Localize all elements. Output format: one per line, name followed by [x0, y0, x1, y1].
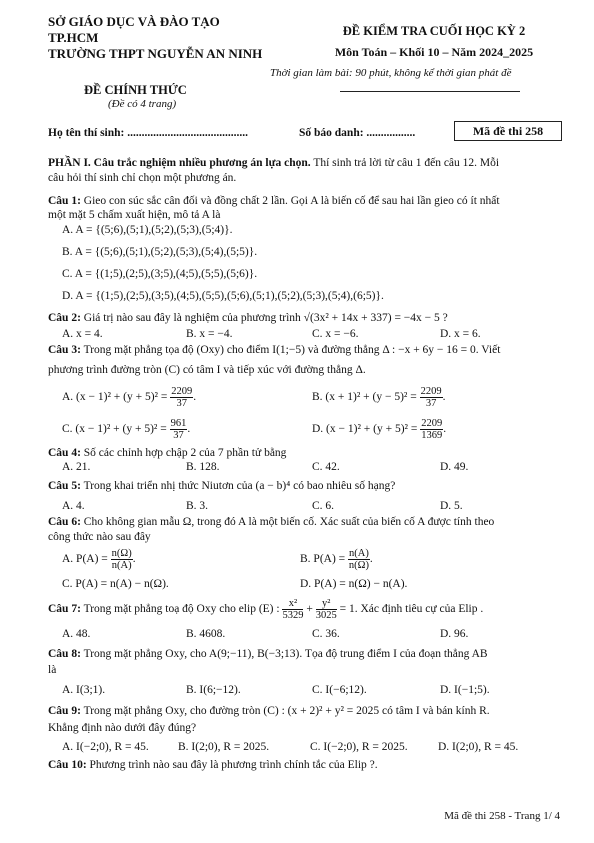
- part1-intro: câu hỏi thí sinh chỉ chọn một phương án.: [48, 172, 237, 184]
- question-4: Câu 4: Số các chỉnh hợp chập 2 của 7 phần tử bằng: [48, 447, 287, 459]
- q2-option-b: B. x = −4.: [186, 328, 233, 340]
- city-line: TP.HCM: [48, 30, 99, 45]
- dept-line: SỞ GIÁO DỤC VÀ ĐÀO TẠO: [48, 14, 220, 29]
- question-9: Câu 9: Trong mặt phẳng Oxy, cho đường tròn (C) : (x + 2)² + y² = 2025 có tâm I và bán kính R.: [48, 705, 490, 717]
- page-footer: Mã đề thi 258 - Trang 1/ 4: [444, 810, 560, 822]
- question-7: Câu 7: Trong mặt phẳng toạ độ Oxy cho elip (E) : $\frac{\text{x²}}{5329}$ + $\frac{\text{y²}}{3025}$ = 1. Xác định tiêu cự của Elip .: [48, 598, 484, 621]
- question-3-cont: phương trình đường tròn (C) có tâm I và tiếp xúc với đường thẳng Δ.: [48, 364, 366, 376]
- question-8: Câu 8: Trong mặt phẳng Oxy, cho A(9;−11), B(−3;13). Tọa độ trung điểm I của đoạn thẳng AB: [48, 648, 488, 660]
- question-1: Câu 1: Gieo con súc sắc cân đối và đồng chất 2 lần. Gọi A là biến cố để sau hai lần gieo có ít nhất: [48, 195, 500, 207]
- q4-option-d: D. 49.: [440, 461, 469, 473]
- q4-option-b: B. 128.: [186, 461, 220, 473]
- q3-option-c: C. (x − 1)² + (y + 5)² = $\frac{961}{37}$ .: [62, 418, 191, 441]
- q5-option-a: A. 4.: [62, 500, 85, 512]
- q7-option-b: B. 4608.: [186, 628, 226, 640]
- school-line: TRƯỜNG THPT NGUYỄN AN NINH: [48, 46, 263, 61]
- q5-option-b: B. 3.: [186, 500, 209, 512]
- question-2: Câu 2: Giá trị nào sau đây là nghiệm của phương trình √(3x² + 14x + 337) = −4x − 5 ?: [48, 312, 448, 324]
- q3-option-a: A. (x − 1)² + (y + 5)² = $\frac{2209}{37}$ .: [62, 386, 197, 409]
- header-rule: [340, 91, 520, 92]
- q1-option-d: D. A = {(1;5),(2;5),(3;5),(4;5),(5;5),(5;6),(5;1),(5;2),(5;3),(5;4),(6;5)}.: [62, 290, 384, 302]
- question-10: Câu 10: Phương trình nào sau đây là phương trình chính tắc của Elip ?.: [48, 759, 378, 771]
- q1-option-a: A. A = {(5;6),(5;1),(5;2),(5;3),(5;4)}.: [62, 224, 233, 236]
- q9-option-b: B. I(2;0), R = 2025.: [178, 741, 270, 753]
- q9-option-d: D. I(2;0), R = 45.: [438, 741, 519, 753]
- subject-line: Môn Toán – Khối 10 – Năm 2024_2025: [334, 45, 534, 59]
- q7-option-d: D. 96.: [440, 628, 469, 640]
- department-name: [48, 14, 262, 62]
- question-6: Câu 6: Cho không gian mẫu Ω, trong đó A là một biến cố. Xác suất của biến cố A được tính theo: [48, 516, 495, 528]
- question-9-cont: Khẳng định nào dưới đây đúng?: [48, 722, 197, 734]
- q3-option-b: B. (x + 1)² + (y − 5)² = $\frac{2209}{37}$ .: [312, 386, 446, 409]
- question-8-cont: là: [48, 664, 57, 676]
- q6-option-a: A. P(A) = $\frac{n(\Omega)}{n(A)}$ .: [62, 548, 136, 571]
- question-6-cont: công thức nào sau đây: [48, 531, 151, 543]
- q2-option-d: D. x = 6.: [440, 328, 481, 340]
- part1-heading: PHẦN I. Câu trắc nghiệm nhiều phương án lựa chọn. Thí sinh trả lời từ câu 1 đến câu 12. Mỗi: [48, 157, 500, 169]
- q7-option-c: C. 36.: [312, 628, 340, 640]
- student-id-field: Số báo danh: .................: [299, 127, 416, 139]
- q1-option-b: B. A = {(5;6),(5;1),(5;2),(5;3),(5;4),(5;5)}.: [62, 246, 258, 258]
- question-5: Câu 5: Trong khai triển nhị thức Niutơn của (a − b)⁴ có bao nhiêu số hạng?: [48, 480, 396, 492]
- exam-code-box: Mã đề thi 258: [454, 121, 562, 141]
- q2-option-a: A. x = 4.: [62, 328, 103, 340]
- q8-option-b: B. I(6;−12).: [186, 684, 241, 696]
- q4-option-c: C. 42.: [312, 461, 340, 473]
- question-3: Câu 3: Trong mặt phẳng tọa độ (Oxy) cho điểm I(1;−5) và đường thẳng Δ : −x + 6y − 16 = 0. Viết: [48, 344, 501, 356]
- q9-option-a: A. I(−2;0), R = 45.: [62, 741, 149, 753]
- q5-option-d: D. 5.: [440, 500, 463, 512]
- q6-option-d: D. P(A) = n(Ω) − n(A).: [300, 578, 408, 590]
- q8-option-a: A. I(3;1).: [62, 684, 106, 696]
- q8-option-c: C. I(−6;12).: [312, 684, 367, 696]
- q9-option-c: C. I(−2;0), R = 2025.: [310, 741, 408, 753]
- q6-option-b: B. P(A) = $\frac{n(A)}{n(\Omega)}$ .: [300, 548, 373, 571]
- q1-option-c: C. A = {(1;5),(2;5),(3;5),(4;5),(5;5),(5;6)}.: [62, 268, 258, 280]
- official-label: ĐỀ CHÍNH THỨC: [84, 83, 187, 97]
- pages-note: (Đề có 4 trang): [108, 98, 177, 110]
- q6-option-c: C. P(A) = n(A) − n(Ω).: [62, 578, 169, 590]
- q2-option-c: C. x = −6.: [312, 328, 359, 340]
- q3-option-d: D. (x − 1)² + (y + 5)² = $\frac{2209}{1369}$ .: [312, 418, 447, 441]
- q4-option-a: A. 21.: [62, 461, 91, 473]
- exam-title: ĐỀ KIỂM TRA CUỐI HỌC KỲ 2: [342, 24, 526, 38]
- student-name-field: Họ tên thí sinh: ..........................................: [48, 127, 248, 139]
- q8-option-d: D. I(−1;5).: [440, 684, 490, 696]
- q7-option-a: A. 48.: [62, 628, 91, 640]
- q5-option-c: C. 6.: [312, 500, 335, 512]
- question-1-cont: một mặt 5 chấm xuất hiện, mô tả A là: [48, 209, 221, 221]
- time-note: Thời gian làm bài: 90 phút, không kể thời gian phát đề: [270, 67, 512, 79]
